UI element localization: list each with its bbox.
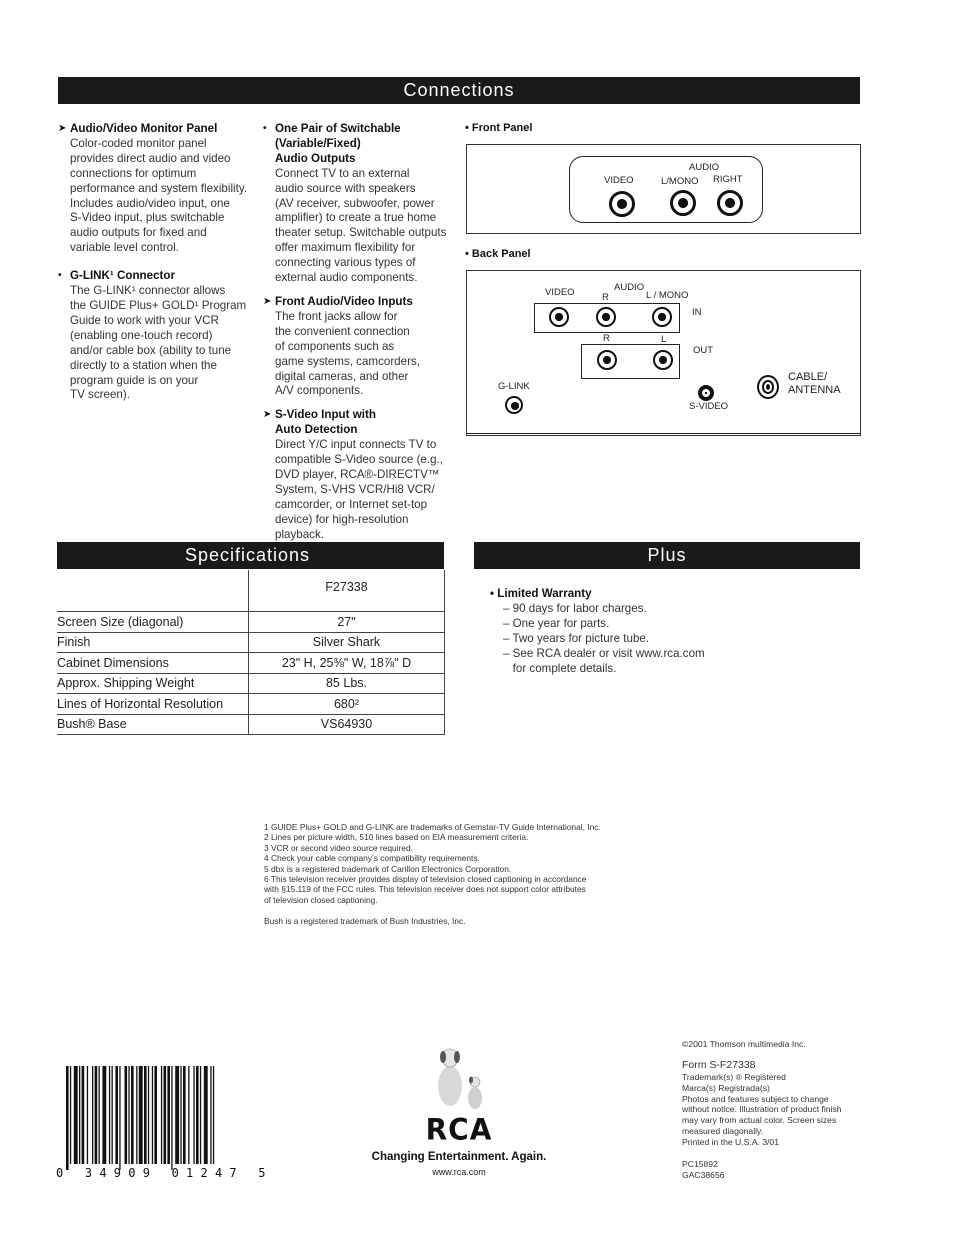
footnotes: 1 GUIDE Plus+ GOLD and G-LINK are trademarks of Gemstar-TV Guide International, Inc. 2 Lines per picture width, 510 lines based on EIA measurement criteria. 3 VCR or second video source required. 4 Check your cable company’s compatibility requirements. 5 dbx is a registered trademark of Carillon Electronics Corporation. 6 This television receiver provides display of television closed captioning in accordance with §15.119 of the FCC rules. This television receiver does not support color attributes of television closed captioning. Bush is a registered trademark of Bush Industries, Inc.: [264, 822, 601, 926]
spec-label: Screen Size (diagonal): [57, 612, 249, 633]
back-audio-l-out-jack: [653, 350, 673, 370]
back-l-out-label: L: [661, 334, 667, 345]
barcode-bar: [70, 1066, 71, 1164]
in-label: IN: [692, 307, 702, 318]
barcode-bar: [152, 1066, 153, 1164]
barcode-icon: [56, 1066, 222, 1171]
spec-value: VS64930: [249, 714, 445, 735]
table-row: [57, 673, 445, 694]
brand-tagline: Changing Entertainment. Again.: [371, 1151, 547, 1163]
barcode-bar: [139, 1066, 143, 1164]
svideo-label: S-VIDEO: [689, 401, 729, 412]
specifications-table: [57, 570, 445, 735]
barcode-bar: [136, 1066, 137, 1164]
barcode-bar: [161, 1066, 162, 1164]
brand-url: www.rca.com: [432, 1167, 486, 1177]
spec-value: 23" H, 25⅜" W, 18⅞" D: [249, 653, 445, 674]
spec-value: 85 Lbs.: [249, 673, 445, 694]
front-audio-left-jack: [670, 190, 696, 216]
barcode-bar: [200, 1066, 201, 1164]
warranty-heading: • Limited Warranty: [490, 587, 592, 600]
product-codes: PC15892 GAC38656: [682, 1159, 725, 1180]
spec-label: Cabinet Dimensions: [57, 653, 249, 674]
feature-description: Color-coded monitor panel provides direct audio and video connections for optimum performance and system flexibility. Includes audio/video input, one S-Video input, plus switchable audio outputs for fixed and variable level control.: [70, 136, 247, 255]
arrow-icon: ➤: [263, 295, 272, 307]
feature-description: Direct Y/C input connects TV to compatible S-Video source (e.g., DVD player, RCA®-DIRECTV™ System, S-VHS VCR/Hi8 VCR/ camcorder, or Internet set-top device) for high-resolution playback.: [275, 438, 443, 541]
plus-content: [490, 587, 850, 676]
specifications-header: [57, 542, 444, 569]
cable-antenna-jack-icon: [757, 375, 779, 399]
spec-label: Bush® Base: [57, 714, 249, 735]
barcode-bar: [144, 1066, 147, 1164]
barcode-bar: [164, 1066, 167, 1164]
glink-jack: [505, 396, 523, 414]
feature-heading: One Pair of Switchable (Variable/Fixed) Audio Outputs: [275, 122, 401, 165]
feature-heading: G-LINK¹ Connector: [70, 269, 175, 283]
barcode-bar: [171, 1066, 172, 1170]
barcode-bar: [148, 1066, 149, 1164]
barcode-bar: [128, 1066, 129, 1164]
connections-header: [58, 77, 860, 104]
barcode-bar: [125, 1066, 128, 1164]
feature-description: The G-LINK¹ connector allows the GUIDE Plus+ GOLD¹ Program Guide to work with your VCR (enabling one-touch record) and/or cable box (ability to tune directly to a station when the program guide is on your TV screen).: [70, 284, 247, 402]
barcode: [56, 1066, 266, 1184]
cable-antenna-label: CABLE/ ANTENNA: [788, 371, 841, 396]
bullet-icon: •: [263, 123, 267, 134]
dog-mascot-icon: [428, 1044, 498, 1114]
barcode-bar: [87, 1066, 88, 1164]
barcode-bar: [204, 1066, 208, 1164]
spec-value: Silver Shark: [249, 632, 445, 653]
arrow-icon: ➤: [58, 123, 67, 134]
barcode-bar: [180, 1066, 181, 1164]
feature-item: [263, 408, 455, 542]
spec-label: Finish: [57, 632, 249, 653]
warranty-line: for complete details.: [503, 661, 617, 675]
feature-heading: S-Video Input with Auto Detection: [275, 408, 376, 437]
table-header-row: [57, 570, 445, 612]
barcode-bar: [109, 1066, 110, 1164]
back-lmono-label: L / MONO: [646, 290, 689, 301]
table-row: [57, 653, 445, 674]
connections-title: Connections: [403, 80, 515, 100]
barcode-bar: [131, 1066, 134, 1164]
back-r-in-label: R: [602, 292, 609, 303]
warranty-line: – Two years for picture tube.: [503, 631, 650, 645]
back-audio-l-in-jack: [652, 307, 672, 327]
warranty-line: – 90 days for labor charges.: [503, 601, 647, 615]
front-audio-label: AUDIO: [689, 162, 720, 173]
front-right-label: RIGHT: [713, 174, 743, 185]
feature-item: [58, 122, 248, 256]
specifications-title: Specifications: [185, 545, 311, 565]
barcode-bar: [66, 1066, 69, 1170]
copyright: ©2001 Thomson multimedia Inc.: [682, 1039, 806, 1049]
barcode-bar: [183, 1066, 186, 1164]
rca-logo: RCA: [425, 1112, 493, 1147]
barcode-bar: [188, 1066, 189, 1164]
feature-heading: Audio/Video Monitor Panel: [70, 122, 218, 135]
feature-description: Connect TV to an external audio source with speakers (AV receiver, subwoofer, power amplifier) to create a true home theater setup. Switchable outputs offer maximum flexibility for connecting various types of external audio components.: [275, 166, 447, 285]
back-r-out-label: R: [603, 333, 610, 344]
warranty-line: – One year for parts.: [503, 616, 610, 630]
barcode-bar: [74, 1066, 78, 1164]
bullet-icon: •: [58, 270, 62, 282]
spec-value: 680²: [249, 694, 445, 715]
model-number: F27338: [249, 570, 445, 612]
barcode-bar: [102, 1066, 106, 1164]
barcode-digits: 0 3 4 9 0 9 0 1 2 4 7 5: [56, 1166, 266, 1180]
barcode-bar: [115, 1066, 118, 1164]
panel-divider: [467, 433, 860, 434]
barcode-bar: [119, 1066, 120, 1170]
spec-label: Lines of Horizontal Resolution: [57, 694, 249, 715]
feature-description: The front jacks allow for the convenient connection of components such as game systems, camcorders, digital cameras, and other A/V components.: [275, 309, 420, 398]
form-number: Form S-F27338: [682, 1059, 756, 1071]
barcode-bar: [175, 1066, 179, 1164]
front-panel-diagram: [466, 144, 861, 234]
back-video-in-jack: [549, 307, 569, 327]
svideo-jack-icon: [698, 385, 714, 401]
barcode-bar: [193, 1066, 194, 1164]
front-lmono-label: L/MONO: [661, 176, 699, 187]
connections-column-1: [58, 122, 248, 411]
barcode-bar: [210, 1066, 211, 1164]
feature-item: [263, 122, 455, 286]
back-panel-label: • Back Panel: [465, 248, 531, 260]
back-audio-r-in-jack: [596, 307, 616, 327]
barcode-bar: [79, 1066, 80, 1164]
feature-item: [263, 295, 455, 399]
table-row: [57, 714, 445, 735]
arrow-icon: ➤: [263, 409, 272, 421]
back-audio-r-out-jack: [597, 350, 617, 370]
warranty-line: – See RCA dealer or visit www.rca.com: [503, 646, 705, 660]
barcode-bar: [213, 1066, 214, 1164]
table-row: [57, 694, 445, 715]
plus-title: Plus: [647, 545, 687, 565]
barcode-bar: [154, 1066, 157, 1164]
plus-header: [474, 542, 860, 569]
glink-label: G-LINK: [498, 381, 530, 392]
legal-notes: Trademark(s) ® Registered Marca(s) Registrada(s) Photos and features subject to change without notice. Illustration of product finish may vary from actual color. Screen sizes measured diagonally. Printed in the U.S.A. 3/01: [682, 1072, 842, 1147]
feature-heading: Front Audio/Video Inputs: [275, 294, 413, 308]
barcode-bar: [82, 1066, 85, 1164]
barcode-bar: [95, 1066, 98, 1164]
front-panel-label: • Front Panel: [465, 122, 533, 134]
spec-value: 27": [249, 612, 445, 633]
connections-column-2: [263, 122, 455, 550]
front-video-label: VIDEO: [604, 175, 634, 186]
barcode-bar: [167, 1066, 170, 1164]
barcode-bar: [99, 1066, 100, 1164]
front-video-jack: [609, 191, 635, 217]
barcode-bar: [112, 1066, 113, 1164]
table-row: [57, 612, 445, 633]
back-audio-label: AUDIO: [614, 282, 645, 293]
feature-item: [58, 269, 248, 403]
out-label: OUT: [693, 345, 714, 356]
spec-label: Approx. Shipping Weight: [57, 673, 249, 694]
front-audio-right-jack: [717, 190, 743, 216]
back-panel-diagram: [466, 270, 861, 436]
barcode-bar: [92, 1066, 93, 1164]
back-video-label: VIDEO: [545, 287, 575, 298]
table-row: [57, 632, 445, 653]
barcode-bar: [196, 1066, 199, 1164]
